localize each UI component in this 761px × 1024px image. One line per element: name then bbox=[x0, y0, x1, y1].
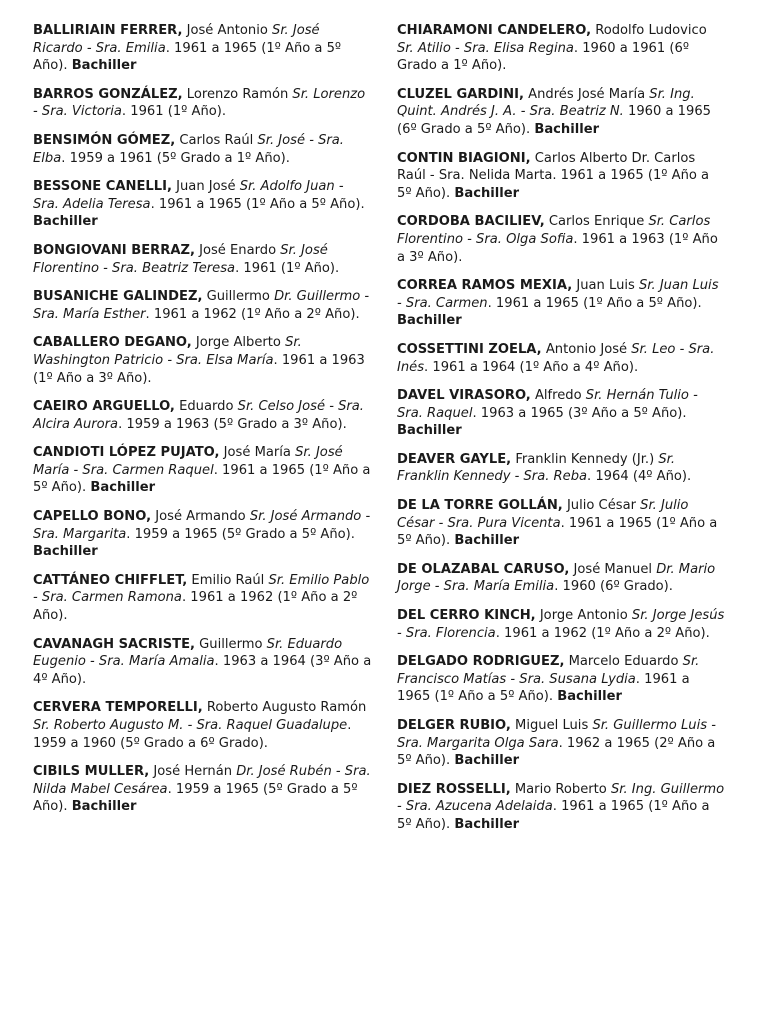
right-column bbox=[397, 22, 727, 1024]
bachiller-mark: Bachiller bbox=[33, 544, 98, 560]
student-entry bbox=[33, 132, 373, 167]
student-entry bbox=[397, 781, 727, 834]
student-surname: DEAVER GAYLE, bbox=[397, 451, 512, 467]
student-years: . 1960 a 1961 (6º Grado a 1º Año). bbox=[397, 40, 689, 74]
bachiller-mark: Bachiller bbox=[454, 533, 520, 549]
student-parents: Sr. José Florentino - Sra. Beatriz Teresa bbox=[33, 242, 328, 276]
student-entry bbox=[397, 497, 727, 550]
student-given-name: Alfredo bbox=[530, 388, 586, 404]
student-entry bbox=[397, 277, 727, 330]
bachiller-mark: Bachiller bbox=[454, 753, 520, 769]
student-given-name: Eduardo bbox=[174, 399, 238, 415]
student-given-name: Roberto Augusto Ramón bbox=[202, 700, 367, 716]
student-entry bbox=[397, 22, 727, 75]
student-given-name: Guillermo bbox=[202, 289, 275, 305]
student-entry bbox=[397, 561, 727, 596]
student-entry bbox=[33, 699, 373, 752]
student-parents: Sr. Jorge Jesús - Sra. Florencia bbox=[397, 608, 725, 641]
student-parents: Sr. Ing. Guillermo - Sra. Azucena Adelaida bbox=[397, 781, 725, 815]
student-surname: BALLIRIAIN FERRER, bbox=[33, 23, 183, 38]
student-surname: DE LA TORRE GOLLÁN, bbox=[397, 498, 563, 514]
student-years: . 1964 (4º Año). bbox=[587, 469, 692, 485]
student-entry bbox=[33, 444, 373, 497]
student-entry bbox=[397, 86, 727, 139]
student-surname: BESSONE CANELLI, bbox=[33, 179, 172, 195]
student-given-name: Guillermo bbox=[195, 636, 267, 652]
student-surname: CAVANAGH SACRISTE, bbox=[33, 636, 195, 652]
student-surname: CAEIRO ARGUELLO, bbox=[33, 399, 175, 415]
student-given-name: Juan José bbox=[171, 179, 240, 195]
student-surname: BENSIMÓN GÓMEZ, bbox=[33, 132, 176, 148]
student-years: . 1961 a 1962 (1º Año a 2º Año). bbox=[495, 625, 710, 641]
student-surname: DELGADO RODRIGUEZ, bbox=[397, 654, 565, 670]
student-surname: BUSANICHE GALINDEZ, bbox=[33, 289, 203, 305]
student-surname: CHIARAMONI CANDELERO, bbox=[397, 23, 592, 38]
bachiller-mark: Bachiller bbox=[71, 799, 137, 815]
student-surname: CORDOBA BACILIEV, bbox=[397, 214, 545, 230]
student-years: . 1961 a 1965 (1º Año a 5º Año). bbox=[397, 168, 710, 201]
student-given-name: Marcelo Eduardo bbox=[564, 654, 683, 670]
student-years: 1960 a 1965 (6º Grado a 5º Año). bbox=[397, 104, 711, 137]
student-given-name: José María bbox=[219, 445, 296, 461]
bachiller-mark: Bachiller bbox=[454, 185, 520, 201]
student-parents: Dr. Guillermo - Sra. María Esther bbox=[33, 289, 370, 322]
student-years: . 1961 (1º Año). bbox=[235, 260, 340, 276]
student-parents: Sr. Julio César - Sra. Pura Vicenta bbox=[397, 498, 689, 531]
student-parents: Sr. José María - Sra. Carmen Raquel bbox=[33, 445, 343, 478]
bachiller-mark: Bachiller bbox=[397, 423, 462, 439]
student-surname: CATTÁNEO CHIFFLET, bbox=[33, 572, 188, 588]
student-entry bbox=[33, 288, 373, 323]
student-entry bbox=[397, 653, 727, 706]
student-given-name: Franklin Kennedy (Jr.) bbox=[511, 451, 659, 467]
student-years: . 1960 (6º Grado). bbox=[554, 579, 673, 595]
student-years: . 1961 a 1965 (1º Año a 5º Año). bbox=[150, 196, 365, 212]
student-given-name: Miguel Luis bbox=[510, 718, 593, 733]
student-surname: CAPELLO BONO, bbox=[33, 509, 152, 525]
student-parents: Sr. Eduardo Eugenio - Sra. María Amalia bbox=[33, 636, 343, 670]
student-years: . 1961 a 1962 (1º Año a 2º Año). bbox=[33, 590, 358, 624]
student-surname: BARROS GONZÁLEZ, bbox=[33, 86, 183, 102]
student-surname: BONGIOVANI BERRAZ, bbox=[33, 242, 195, 258]
student-given-name: José Hernán bbox=[149, 764, 237, 780]
student-given-name: José Armando bbox=[151, 509, 250, 525]
student-given-name: Carlos Alberto Dr. Carlos Raúl - Sra. Nelida Marta bbox=[397, 150, 696, 184]
student-given-name: Jorge Antonio bbox=[535, 608, 632, 624]
student-parents: Sr. José Ricardo - Sra. Emilia bbox=[33, 23, 320, 56]
student-parents: Dr. José Rubén - Sra. Nilda Mabel Cesárea bbox=[33, 764, 371, 797]
student-given-name: Lorenzo Ramón bbox=[182, 86, 293, 102]
student-given-name: Carlos Enrique bbox=[544, 214, 649, 230]
student-years: . 1961 a 1965 (1º Año a 5º Año). bbox=[33, 462, 371, 496]
student-given-name: José Enardo bbox=[194, 242, 281, 258]
student-parents: Dr. Mario Jorge - Sra. María Emilia bbox=[397, 561, 716, 595]
student-parents: Sr. Ing. Quint. Andrés J. A. - Sra. Beatriz N. bbox=[397, 86, 695, 120]
bachiller-mark: Bachiller bbox=[454, 816, 520, 832]
student-entry bbox=[397, 213, 727, 266]
student-parents: Sr. Leo - Sra. Inés bbox=[397, 341, 715, 375]
student-given-name: Carlos Raúl bbox=[175, 132, 258, 148]
student-given-name: José Manuel bbox=[569, 561, 657, 577]
student-years: . 1961 a 1965 (1º Año a 5º Año). bbox=[487, 295, 702, 311]
student-parents: Sr. Adolfo Juan - Sra. Adelia Teresa bbox=[33, 179, 344, 212]
student-entry bbox=[33, 178, 373, 231]
student-years: . 1963 a 1965 (3º Año a 5º Año). bbox=[472, 405, 687, 421]
student-surname: CONTIN BIAGIONI, bbox=[397, 150, 531, 166]
bachiller-mark: Bachiller bbox=[557, 689, 622, 705]
student-parents: Sr. Lorenzo - Sra. Victoria bbox=[33, 86, 366, 120]
student-surname: COSSETTINI ZOELA, bbox=[397, 341, 542, 357]
student-surname: DEL CERRO KINCH, bbox=[397, 608, 536, 624]
student-entry bbox=[33, 572, 373, 625]
student-given-name: Antonio José bbox=[541, 341, 632, 357]
student-given-name: Jorge Alberto bbox=[191, 335, 286, 351]
student-surname: CERVERA TEMPORELLI, bbox=[33, 700, 203, 716]
student-surname: CIBILS MULLER, bbox=[33, 764, 150, 780]
student-surname: CANDIOTI LÓPEZ PUJATO, bbox=[33, 445, 220, 461]
bachiller-mark: Bachiller bbox=[397, 313, 462, 329]
student-years: . 1959 a 1965 (5º Grado a 5º Año). bbox=[33, 781, 358, 815]
student-years: . 1963 a 1964 (3º Año a 4º Año). bbox=[33, 654, 372, 687]
student-years: . 1961 a 1965 (1º Año a 5º Año). bbox=[397, 515, 718, 549]
student-years: . 1961 a 1965 (1º Año a 5º Año). bbox=[33, 40, 342, 74]
student-years: . 1961 a 1965 (1º Año a 5º Año). bbox=[397, 799, 710, 832]
bachiller-mark: Bachiller bbox=[33, 214, 98, 230]
student-entry bbox=[33, 86, 373, 121]
student-entry bbox=[397, 451, 727, 486]
student-entry bbox=[33, 763, 373, 816]
bachiller-mark: Bachiller bbox=[90, 480, 156, 496]
student-entry bbox=[397, 150, 727, 203]
student-years: . 1961 a 1963 (1º Año a 3º Año). bbox=[397, 231, 718, 265]
student-parents: Sr. Washington Patricio - Sra. Elsa María bbox=[33, 335, 302, 368]
student-given-name: Rodolfo Ludovico bbox=[591, 23, 707, 38]
left-column bbox=[33, 22, 373, 1024]
student-years: . 1961 a 1964 (1º Año a 4º Año). bbox=[424, 359, 639, 375]
student-years: . 1961 a 1962 (1º Año a 2º Año). bbox=[145, 306, 360, 322]
student-years: . 1959 a 1963 (5º Grado a 3º Año). bbox=[118, 416, 347, 432]
student-surname: CLUZEL GARDINI, bbox=[397, 86, 524, 102]
student-given-name: Mario Roberto bbox=[510, 781, 611, 797]
student-surname: CORREA RAMOS MEXIA, bbox=[397, 278, 573, 294]
student-surname: DE OLAZABAL CARUSO, bbox=[397, 561, 570, 577]
student-parents: Sr. Emilio Pablo - Sra. Carmen Ramona bbox=[33, 572, 370, 606]
student-years: . 1959 a 1960 (5º Grado a 6º Grado). bbox=[33, 718, 352, 751]
student-parents: Sr. Carlos Florentino - Sra. Olga Sofia bbox=[397, 214, 711, 247]
student-years: . 1961 a 1965 (1º Año a 5º Año). bbox=[397, 671, 690, 705]
student-years: . 1959 a 1961 (5º Grado a 1º Año). bbox=[61, 150, 290, 166]
student-parents: Sr. Hernán Tulio - Sra. Raquel bbox=[397, 388, 698, 421]
student-years: . 1961 a 1963 (1º Año a 3º Año). bbox=[33, 352, 365, 386]
student-given-name: José Antonio bbox=[182, 23, 273, 38]
student-entry bbox=[33, 398, 373, 433]
student-entry bbox=[33, 22, 373, 75]
student-parents: Sr. Atilio - Sra. Elisa Regina bbox=[397, 40, 574, 56]
student-entry bbox=[33, 334, 373, 387]
student-years: . 1961 (1º Año). bbox=[121, 104, 227, 120]
student-entry bbox=[397, 717, 727, 770]
student-entry bbox=[397, 607, 727, 642]
student-parents: Sr. José Armando - Sra. Margarita bbox=[33, 509, 371, 542]
student-entry bbox=[33, 242, 373, 277]
student-years: . 1959 a 1965 (5º Grado a 5º Año). bbox=[126, 526, 355, 542]
student-surname: DIEZ ROSSELLI, bbox=[397, 781, 511, 797]
student-entry bbox=[33, 508, 373, 561]
student-given-name: Julio César bbox=[562, 498, 641, 514]
student-entry bbox=[33, 636, 373, 689]
bachiller-mark: Bachiller bbox=[71, 58, 137, 74]
student-parents: Sr. Roberto Augusto M. - Sra. Raquel Guadalupe bbox=[33, 718, 348, 733]
bachiller-mark: Bachiller bbox=[534, 121, 600, 137]
student-parents: Sr. Juan Luis - Sra. Carmen bbox=[397, 278, 719, 311]
student-given-name: Juan Luis bbox=[572, 278, 639, 294]
student-parents: Sr. Celso José - Sra. Alcira Aurora bbox=[33, 399, 364, 432]
student-parents: Sr. Francisco Matías - Sra. Susana Lydia bbox=[397, 654, 700, 687]
student-given-name: Andrés José María bbox=[523, 86, 650, 102]
student-years: . 1962 a 1965 (2º Año a 5º Año). bbox=[397, 735, 716, 769]
student-parents: Sr. José - Sra. Elba bbox=[33, 132, 344, 166]
student-surname: DELGER RUBIO, bbox=[397, 718, 511, 733]
student-entry bbox=[397, 387, 727, 440]
student-given-name: Emilio Raúl bbox=[187, 572, 269, 588]
student-surname: DAVEL VIRASORO, bbox=[397, 388, 531, 404]
student-surname: CABALLERO DEGANO, bbox=[33, 335, 192, 351]
student-entry bbox=[397, 341, 727, 376]
student-parents: Sr. Guillermo Luis - Sra. Margarita Olga Sara bbox=[397, 718, 716, 751]
student-parents: Sr. Franklin Kennedy - Sra. Reba bbox=[397, 451, 676, 485]
